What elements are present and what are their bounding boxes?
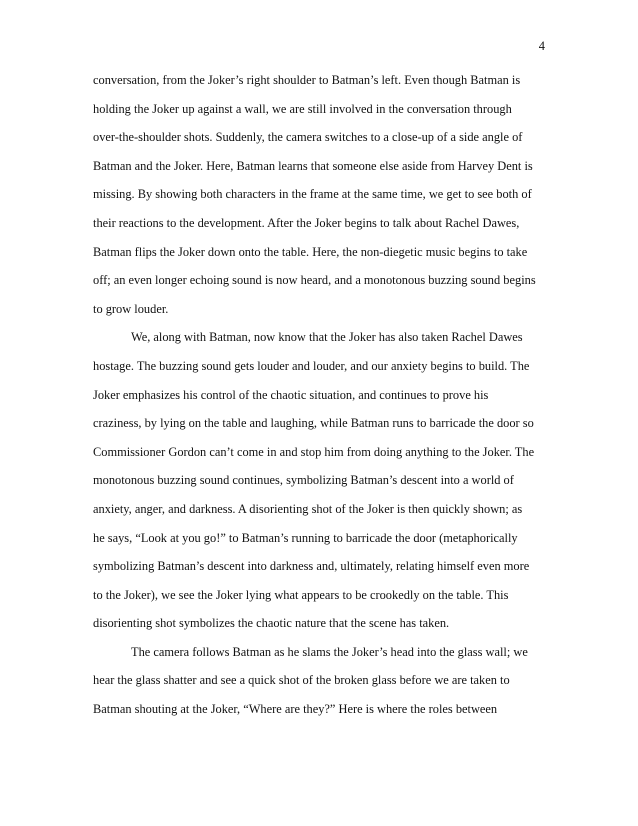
text-line: hear the glass shatter and see a quick shot of the broken glass before we are taken to (93, 673, 510, 688)
text-line: Batman shouting at the Joker, “Where are they?” Here is where the roles between (93, 702, 498, 717)
body-text (93, 72, 547, 730)
text-line: Commissioner Gordon can’t come in and stop him from doing anything to the Joker. The (93, 444, 535, 459)
text-line: monotonous buzzing sound continues, symbolizing Batman’s descent into a world of (93, 473, 514, 488)
paragraph-start-line: We, along with Batman, now know that the Joker has also taken Rachel Dawes (131, 330, 523, 345)
text-line: craziness, by lying on the table and laughing, while Batman runs to barricade the door so (93, 416, 534, 431)
text-line: over-the-shoulder shots. Suddenly, the camera switches to a close-up of a side angle of (93, 130, 523, 145)
text-line: missing. By showing both characters in the frame at the same time, we get to see both of (93, 187, 532, 202)
text-line: Joker emphasizes his control of the chaotic situation, and continues to prove his (93, 387, 489, 402)
text-line: their reactions to the development. After the Joker begins to talk about Rachel Dawes, (93, 215, 520, 230)
text-line: Batman flips the Joker down onto the table. Here, the non-diegetic music begins to take (93, 244, 528, 259)
page-number: 4 (538, 39, 545, 53)
text-line: he says, “Look at you go!” to Batman’s running to barricade the door (metaphorically (93, 530, 518, 545)
text-line: hostage. The buzzing sound gets louder and louder, and our anxiety begins to build. The (93, 358, 530, 373)
text-line: Batman and the Joker. Here, Batman learns that someone else aside from Harvey Dent is (93, 158, 533, 173)
paragraph-start-line: The camera follows Batman as he slams the Joker’s head into the glass wall; we (131, 644, 528, 659)
text-line: anxiety, anger, and darkness. A disorienting shot of the Joker is then quickly shown; as (93, 501, 523, 516)
text-line: off; an even longer echoing sound is now heard, and a monotonous buzzing sound begins (93, 273, 536, 288)
text-line: to grow louder. (93, 301, 169, 316)
text-line: holding the Joker up against a wall, we are still involved in the conversation through (93, 101, 512, 116)
text-line: conversation, from the Joker’s right shoulder to Batman’s left. Even though Batman is (93, 73, 521, 87)
text-line: disorienting shot symbolizes the chaotic nature that the scene has taken. (93, 616, 450, 631)
text-line: to the Joker), we see the Joker lying what appears to be crookedly on the table. This (93, 587, 509, 602)
text-line: symbolizing Batman’s descent into darkness and, ultimately, relating himself even more (93, 559, 530, 574)
